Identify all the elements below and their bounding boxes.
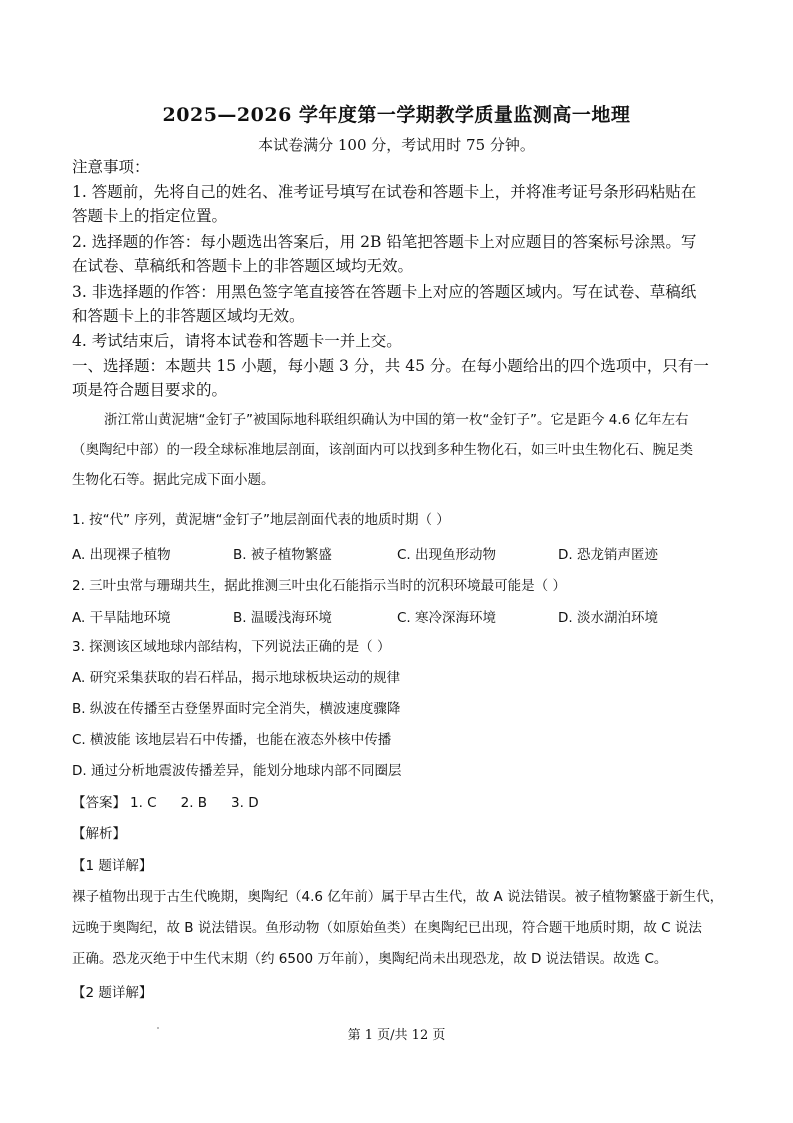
passage-line: 浙江常山黄泥塘“金钉子”被国际地科联组织确认为中国的第一枚“金钉子”。它是距今 4.6 亿年左右 <box>104 412 689 428</box>
question-option: A. 出现裸子植物 <box>72 547 171 563</box>
notice-line: 1. 答题前，先将自己的姓名、准考证号填写在试卷和答题卡上，并将准考证号条形码粘贴在 <box>72 183 697 201</box>
answer-row <box>72 792 259 814</box>
notice-line: 答题卡上的指定位置。 <box>72 207 228 225</box>
passage-line: （奥陶纪中部）的一段全球标准地层剖面，该剖面内可以找到多种生物化石，如三叶虫生物化石、腕足类 <box>72 442 693 458</box>
notice-line: 3. 非选择题的作答：用黑色签字笔直接答在答题卡上对应的答题区域内。写在试卷、草稿纸 <box>72 283 697 301</box>
page-title: 2025—2026 学年度第一学期教学质量监测高一地理 <box>162 104 631 126</box>
answer-value: 1. C <box>130 795 157 811</box>
question-option: B. 被子植物繁盛 <box>233 547 332 563</box>
question-option: D. 通过分析地震波传播差异，能划分地球内部不同圈层 <box>72 763 402 779</box>
page-subtitle: 本试卷满分 100 分，考试用时 75 分钟。 <box>258 136 535 154</box>
question-option: A. 干旱陆地环境 <box>72 610 171 626</box>
section-heading: 项是符合题目要求的。 <box>72 381 228 399</box>
question-stem: 2. 三叶虫常与珊瑚共生，据此推测三叶虫化石能指示当时的沉积环境最可能是（ ） <box>72 578 566 594</box>
analysis-q2-label: 【2 题详解】 <box>72 985 153 1001</box>
answer-label: 【答案】 <box>72 795 126 811</box>
notice-line: 在试卷、草稿纸和答题卡上的非答题区域均无效。 <box>72 257 414 275</box>
answer-value: 3. D <box>231 795 259 811</box>
question-stem: 3. 探测该区域地球内部结构，下列说法正确的是（ ） <box>72 639 391 655</box>
passage-line: 生物化石等。据此完成下面小题。 <box>72 472 275 488</box>
question-option: C. 横波能 该地层岩石中传播，也能在液态外核中传播 <box>72 732 392 748</box>
analysis-line: 裸子植物出现于古生代晚期，奥陶纪（4.6 亿年前）属于早古生代，故 A 说法错误。被子植物繁盛于新生代， <box>72 889 724 905</box>
question-option: C. 寒冷深海环境 <box>397 610 497 626</box>
question-option: C. 出现鱼形动物 <box>397 547 497 563</box>
question-stem: 1. 按“代” 序列，黄泥塘“金钉子”地层剖面代表的地质时期（ ） <box>72 512 450 528</box>
question-option: B. 纵波在传播至古登堡界面时完全消失，横波速度骤降 <box>72 701 401 717</box>
question-option: B. 温暖浅海环境 <box>233 610 332 626</box>
page-footer: 第 1 页/共 12 页 <box>347 1028 446 1043</box>
question-option: A. 研究采集获取的岩石样品，揭示地球板块运动的规律 <box>72 670 401 686</box>
analysis-line: 正确。恐龙灭绝于中生代末期（约 6500 万年前），奥陶纪尚未出现恐龙，故 D 说法错误。故选 C。 <box>72 951 668 967</box>
question-option: D. 淡水湖泊环境 <box>558 610 658 626</box>
notice-line: 和答题卡上的非答题区域均无效。 <box>72 307 305 325</box>
notice-heading: 注意事项： <box>72 158 150 176</box>
analysis-q1-label: 【1 题详解】 <box>72 858 153 874</box>
analysis-line: 远晚于奥陶纪，故 B 说法错误。鱼形动物（如原始鱼类）在奥陶纪已出现，符合题干地质时期，故 C 说法 <box>72 920 702 936</box>
question-option: D. 恐龙销声匿迹 <box>558 547 658 563</box>
analysis-label: 【解析】 <box>72 826 126 842</box>
notice-line: 4. 考试结束后，请将本试卷和答题卡一并上交。 <box>72 332 402 350</box>
answer-value: 2. B <box>180 795 208 811</box>
section-heading: 一、选择题：本题共 15 小题，每小题 3 分，共 45 分。在每小题给出的四个选项中，只有一 <box>72 357 709 375</box>
notice-line: 2. 选择题的作答：每小题选出答案后，用 2B 铅笔把答题卡上对应题目的答案标号涂黑。写 <box>72 233 697 251</box>
